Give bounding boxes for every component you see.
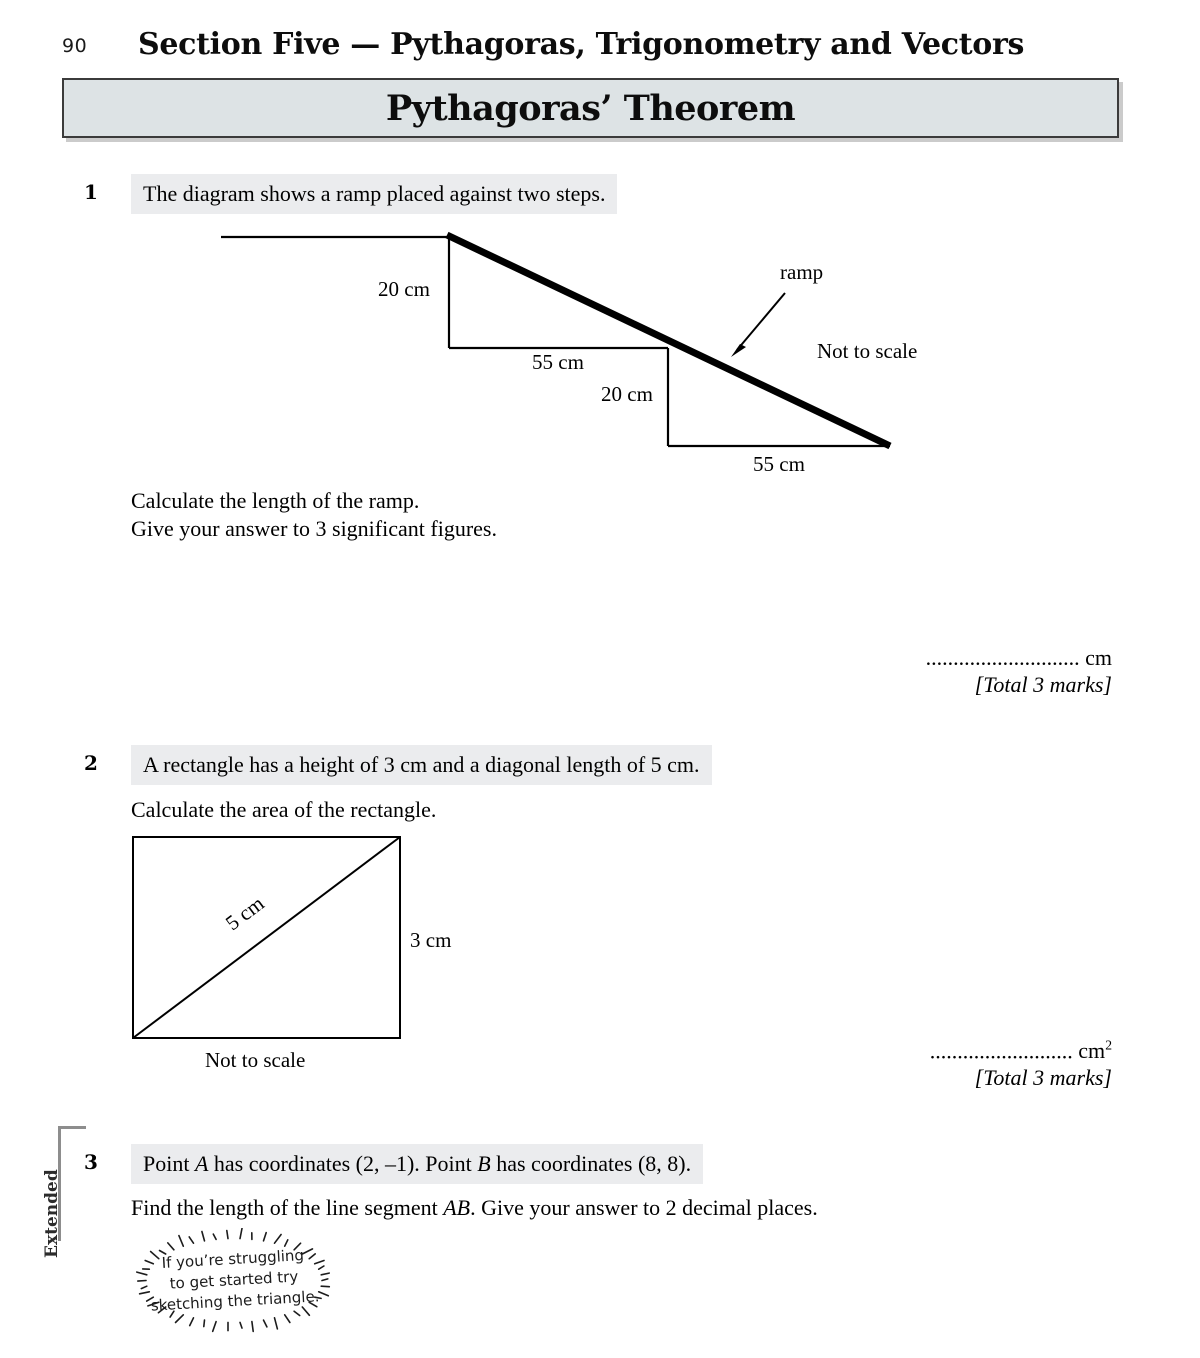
ramp-dimension-bottom-rise: 20 cm bbox=[601, 382, 653, 406]
tip-line-2: to get started try bbox=[169, 1267, 299, 1293]
rectangle-height-label: 3 cm bbox=[410, 928, 452, 952]
tip-line-1: If you’re struggling bbox=[161, 1245, 305, 1272]
question-2-answer-dots: .......................... bbox=[929, 1038, 1073, 1064]
question-1-marks: [Total 3 marks] bbox=[974, 672, 1112, 697]
question-3-number: 3 bbox=[84, 1150, 98, 1174]
question-2-answer-line[interactable] bbox=[930, 1038, 1112, 1064]
question-3-stem bbox=[131, 1144, 703, 1184]
question-1-answer-unit: cm bbox=[1085, 645, 1112, 670]
rectangle-diagonal-label: 5 cm bbox=[221, 891, 269, 936]
question-1-number: 1 bbox=[84, 180, 98, 204]
ramp-not-to-scale-note: Not to scale bbox=[817, 339, 918, 363]
question-2-marks: [Total 3 marks] bbox=[974, 1065, 1112, 1090]
question-3-instruction-part-2: . Give your answer to 2 decimal places. bbox=[470, 1195, 818, 1220]
question-2-instruction-line-1: Calculate the area of the rectangle. bbox=[131, 797, 437, 822]
extended-tab-label: Extended bbox=[42, 1169, 62, 1258]
question-1-instruction-line-1: Calculate the length of the ramp. bbox=[131, 488, 420, 513]
ramp-label: ramp bbox=[780, 260, 824, 284]
question-3-segment-ab: AB bbox=[443, 1195, 471, 1220]
ramp-dimension-bottom-run: 55 cm bbox=[753, 452, 805, 476]
question-1-stem: The diagram shows a ramp placed against two steps. bbox=[131, 174, 617, 214]
rectangle-not-to-scale-note: Not to scale bbox=[205, 1048, 306, 1072]
question-3-stem-part-1: Point bbox=[143, 1151, 195, 1176]
ramp-dimension-top-rise: 20 cm bbox=[378, 277, 430, 301]
ramp-dimension-top-run: 55 cm bbox=[532, 350, 584, 374]
topic-banner-title: Pythagoras’ Theorem bbox=[385, 88, 796, 129]
question-3-instruction bbox=[131, 1194, 818, 1223]
question-2-number: 2 bbox=[84, 751, 98, 775]
tip-bubble-text bbox=[127, 1222, 341, 1338]
question-3-stem-part-3: has coordinates (8, 8). bbox=[490, 1151, 692, 1176]
question-2-stem: A rectangle has a height of 3 cm and a diagonal length of 5 cm. bbox=[131, 745, 712, 785]
tip-line-3: sketching the triangle. bbox=[150, 1287, 320, 1315]
question-3-stem-part-2: has coordinates (2, –1). Point bbox=[208, 1151, 478, 1176]
question-3-point-a: A bbox=[194, 1151, 209, 1176]
question-1-answer-dots: ............................ bbox=[925, 645, 1080, 670]
question-3-instruction-part-1: Find the length of the line segment bbox=[131, 1195, 444, 1220]
extended-tab-bracket bbox=[58, 1126, 86, 1241]
page-number: 90 bbox=[62, 35, 88, 57]
question-2-answer-unit-exponent: 2 bbox=[1105, 1038, 1112, 1053]
question-3-point-b: B bbox=[477, 1151, 491, 1176]
tip-bubble bbox=[130, 1228, 338, 1333]
section-title: Section Five — Pythagoras, Trigonometry and Vectors bbox=[138, 27, 1025, 62]
question-2-answer-unit: $cm^2$ bbox=[1078, 1038, 1112, 1064]
question-1-instruction-line-2: Give your answer to 3 significant figures. bbox=[131, 516, 497, 541]
